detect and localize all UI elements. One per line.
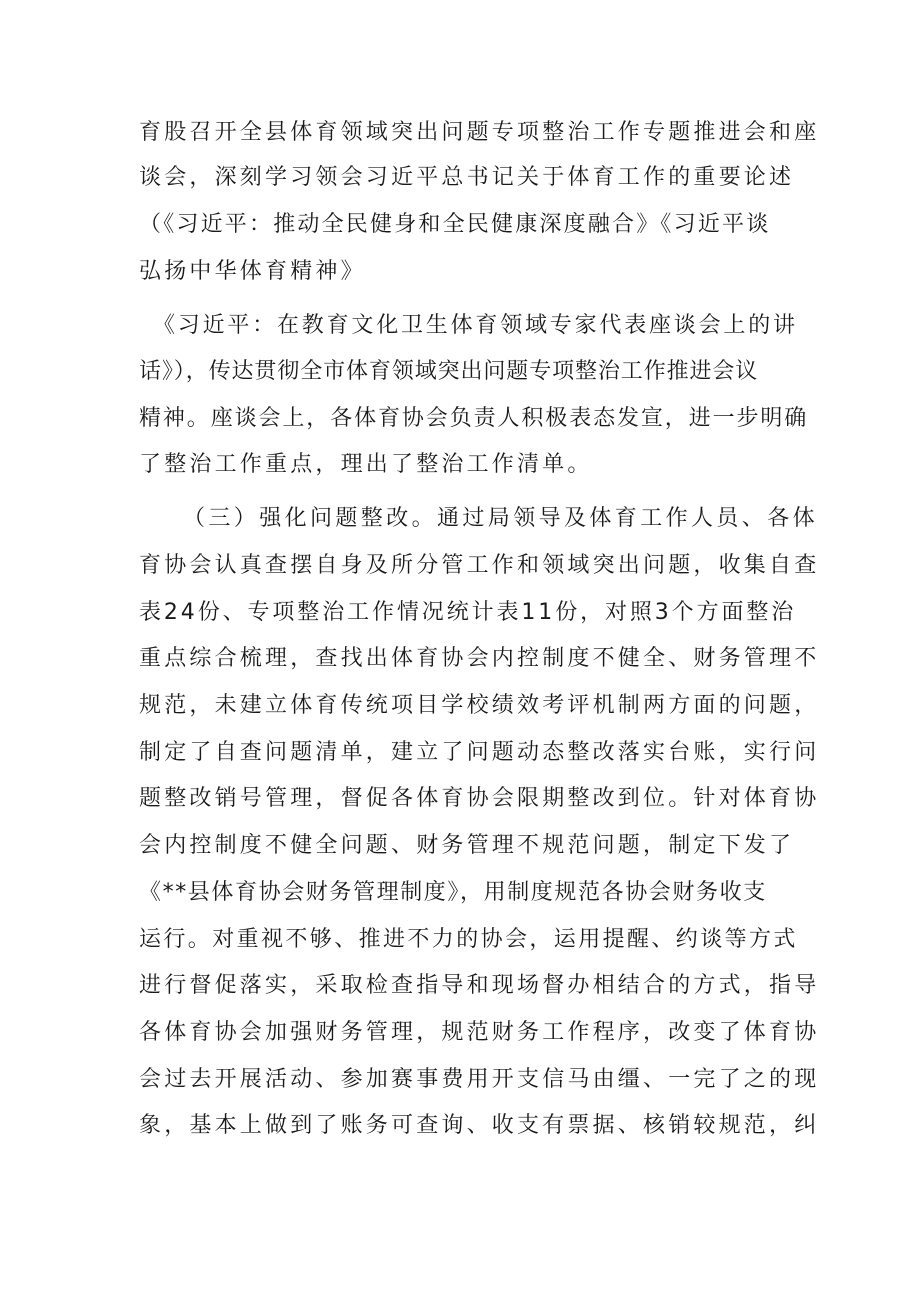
text-line: 会内控制度不健全问题、财务管理不规范问题，制定下发了	[139, 833, 795, 858]
text-line: 题整改销号管理，督促各体育协会限期整改到位。针对体育协	[139, 786, 820, 811]
text-line: 育股召开全县体育领域突出问题专项整治工作专题推进会和座	[139, 120, 820, 145]
text-line: 象，基本上做到了账务可查询、收支有票据、核销较规范，纠	[139, 1113, 820, 1138]
text-line: 会过去开展活动、参加赛事费用开支信马由缰、一完了之的现	[139, 1067, 820, 1092]
text-line: 表24份、专项整治工作情况统计表11份，对照3个方面整治	[139, 600, 797, 625]
text-line: （《习近平：推动全民健身和全民健康深度融合》《习近平谈	[139, 212, 771, 237]
paragraph-heading-line: （三）强化问题整改。通过局领导及体育工作人员、各体	[183, 506, 819, 531]
text-line: 制定了自查问题清单，建立了问题动态整改落实台账，实行问	[139, 740, 820, 765]
text-line: 《习近平：在教育文化卫生体育领域专家代表座谈会上的讲	[153, 313, 798, 338]
text-line: 进行督促落实，采取检查指导和现场督办相结合的方式，指导	[139, 973, 820, 998]
text-line: 话》），传达贯彻全市体育领域突出问题专项整治工作推进会议	[139, 359, 759, 384]
text-line: 弘扬中华体育精神》	[139, 259, 366, 284]
text-line: 谈会，深刻学习领会习近平总书记关于体育工作的重要论述	[139, 165, 795, 190]
text-line: 规范，未建立体育传统项目学校绩效考评机制两方面的问题，	[139, 693, 820, 718]
text-line: 了整治工作重点，理出了整治工作清单。	[139, 452, 593, 477]
text-line: 运行。对重视不够、推进不力的协会，运用提醒、约谈等方式	[139, 927, 798, 952]
text-line: 《**县体育协会财务管理制度》，用制度规范各协会财务收支	[139, 880, 767, 905]
text-line: 重点综合梳理，查找出体育协会内控制度不健全、财务管理不	[139, 646, 820, 671]
text-line: 育协会认真查摆自身及所分管工作和领域突出问题，收集自查	[139, 553, 820, 578]
text-line: 各体育协会加强财务管理，规范财务工作程序，改变了体育协	[139, 1020, 820, 1045]
text-line: 精神。座谈会上，各体育协会负责人积极表态发宣，进一步明确	[139, 406, 809, 431]
